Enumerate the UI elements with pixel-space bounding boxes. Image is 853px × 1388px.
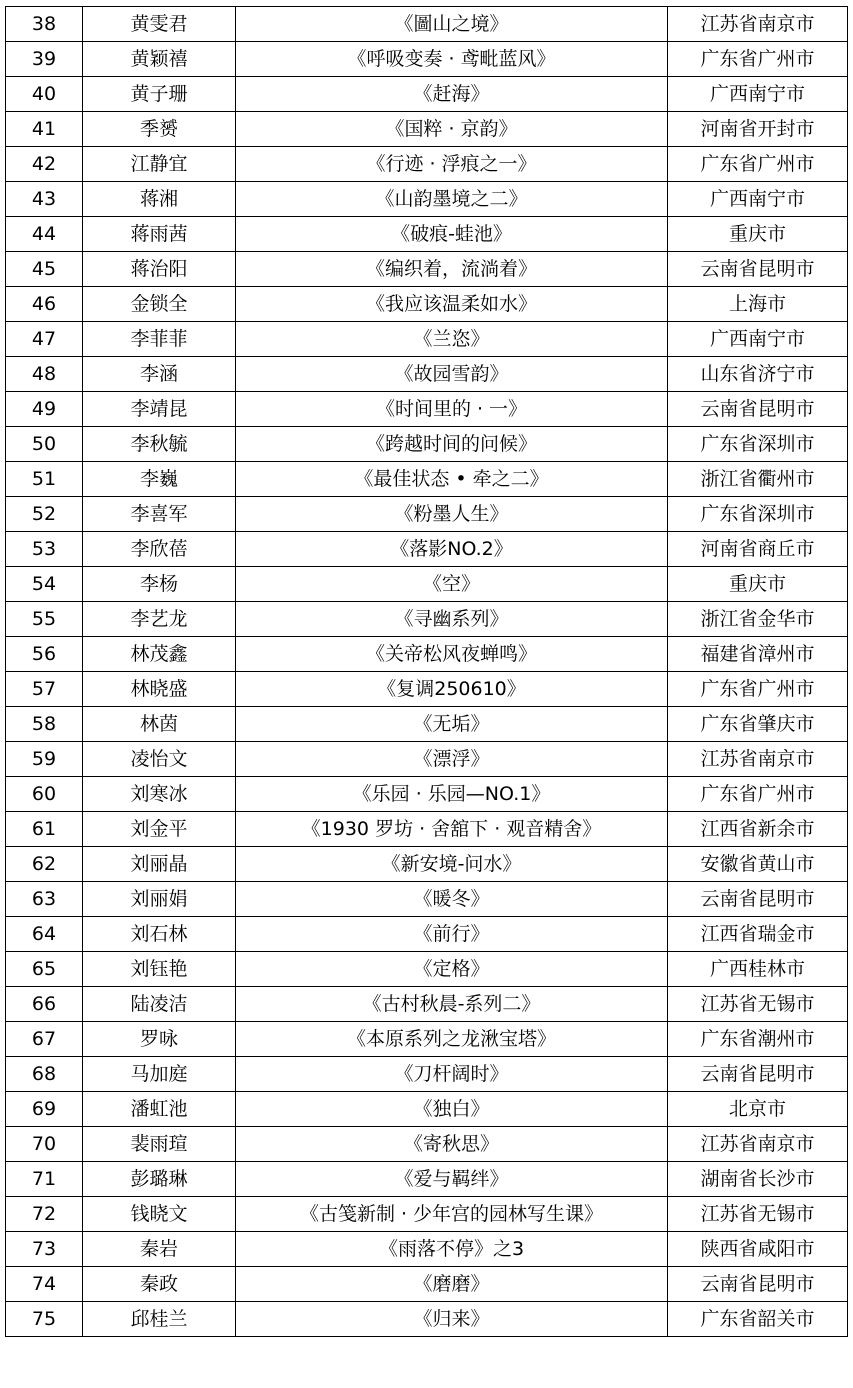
work-title-cell: 《编织着，流淌着》 — [236, 252, 668, 287]
author-name-cell: 季赟 — [83, 112, 236, 147]
table-row — [6, 847, 848, 882]
table-row — [6, 952, 848, 987]
location-cell: 云南省昆明市 — [668, 392, 848, 427]
author-name-cell: 裴雨瑄 — [83, 1127, 236, 1162]
author-name-cell: 刘寒冰 — [83, 777, 236, 812]
table-row — [6, 392, 848, 427]
location-cell: 江西省新余市 — [668, 812, 848, 847]
work-title-cell: 《本原系列之龙湫宝塔》 — [236, 1022, 668, 1057]
author-name-cell: 潘虹池 — [83, 1092, 236, 1127]
row-number-cell: 70 — [6, 1127, 83, 1162]
row-number-cell: 59 — [6, 742, 83, 777]
author-name-cell: 李艺龙 — [83, 602, 236, 637]
table-row — [6, 987, 848, 1022]
row-number-cell: 73 — [6, 1232, 83, 1267]
row-number-cell: 46 — [6, 287, 83, 322]
work-title-cell: 《乐园 · 乐园—NO.1》 — [236, 777, 668, 812]
row-number-cell: 71 — [6, 1162, 83, 1197]
author-name-cell: 林晓盛 — [83, 672, 236, 707]
author-name-cell: 李喜军 — [83, 497, 236, 532]
table-row — [6, 497, 848, 532]
author-name-cell: 钱晓文 — [83, 1197, 236, 1232]
author-name-cell: 秦岩 — [83, 1232, 236, 1267]
location-cell: 云南省昆明市 — [668, 1267, 848, 1302]
work-title-cell: 《最佳状态 • 牵之二》 — [236, 462, 668, 497]
work-title-cell: 《寻幽系列》 — [236, 602, 668, 637]
results-table — [5, 6, 848, 1337]
author-name-cell: 金锁全 — [83, 287, 236, 322]
author-name-cell: 蒋湘 — [83, 182, 236, 217]
table-row — [6, 567, 848, 602]
location-cell: 广东省广州市 — [668, 42, 848, 77]
location-cell: 江西省瑞金市 — [668, 917, 848, 952]
table-row — [6, 707, 848, 742]
work-title-cell: 《行迹 · 浮痕之一》 — [236, 147, 668, 182]
location-cell: 上海市 — [668, 287, 848, 322]
location-cell: 广西桂林市 — [668, 952, 848, 987]
location-cell: 福建省漳州市 — [668, 637, 848, 672]
row-number-cell: 44 — [6, 217, 83, 252]
location-cell: 江苏省南京市 — [668, 7, 848, 42]
table-row — [6, 42, 848, 77]
location-cell: 广西南宁市 — [668, 77, 848, 112]
author-name-cell: 黄雯君 — [83, 7, 236, 42]
author-name-cell: 李菲菲 — [83, 322, 236, 357]
table-row — [6, 742, 848, 777]
location-cell: 广东省深圳市 — [668, 427, 848, 462]
location-cell: 云南省昆明市 — [668, 882, 848, 917]
work-title-cell: 《呼吸变奏 · 鸢毗蓝风》 — [236, 42, 668, 77]
location-cell: 广东省潮州市 — [668, 1022, 848, 1057]
table-body — [6, 7, 848, 1337]
author-name-cell: 林茂鑫 — [83, 637, 236, 672]
author-name-cell: 蒋雨茜 — [83, 217, 236, 252]
work-title-cell: 《圖山之境》 — [236, 7, 668, 42]
work-title-cell: 《刀杆阔时》 — [236, 1057, 668, 1092]
work-title-cell: 《古笺新制 · 少年宫的园林写生课》 — [236, 1197, 668, 1232]
author-name-cell: 彭璐琳 — [83, 1162, 236, 1197]
table-row — [6, 1022, 848, 1057]
table-row — [6, 287, 848, 322]
author-name-cell: 李欣蓓 — [83, 532, 236, 567]
row-number-cell: 43 — [6, 182, 83, 217]
row-number-cell: 60 — [6, 777, 83, 812]
row-number-cell: 47 — [6, 322, 83, 357]
table-row — [6, 182, 848, 217]
location-cell: 河南省开封市 — [668, 112, 848, 147]
table-row — [6, 1232, 848, 1267]
location-cell: 广东省广州市 — [668, 672, 848, 707]
row-number-cell: 55 — [6, 602, 83, 637]
row-number-cell: 40 — [6, 77, 83, 112]
work-title-cell: 《落影NO.2》 — [236, 532, 668, 567]
work-title-cell: 《暖冬》 — [236, 882, 668, 917]
row-number-cell: 72 — [6, 1197, 83, 1232]
table-row — [6, 1092, 848, 1127]
author-name-cell: 黄颖禧 — [83, 42, 236, 77]
table-row — [6, 322, 848, 357]
table-row — [6, 1267, 848, 1302]
row-number-cell: 64 — [6, 917, 83, 952]
table-row — [6, 1162, 848, 1197]
table-row — [6, 1057, 848, 1092]
work-title-cell: 《定格》 — [236, 952, 668, 987]
row-number-cell: 54 — [6, 567, 83, 602]
row-number-cell: 48 — [6, 357, 83, 392]
location-cell: 重庆市 — [668, 217, 848, 252]
location-cell: 云南省昆明市 — [668, 1057, 848, 1092]
location-cell: 广西南宁市 — [668, 182, 848, 217]
table-row — [6, 812, 848, 847]
location-cell: 湖南省长沙市 — [668, 1162, 848, 1197]
table-row — [6, 1127, 848, 1162]
author-name-cell: 秦政 — [83, 1267, 236, 1302]
row-number-cell: 41 — [6, 112, 83, 147]
location-cell: 浙江省金华市 — [668, 602, 848, 637]
row-number-cell: 65 — [6, 952, 83, 987]
work-title-cell: 《破痕-蛙池》 — [236, 217, 668, 252]
work-title-cell: 《雨落不停》之3 — [236, 1232, 668, 1267]
location-cell: 广东省深圳市 — [668, 497, 848, 532]
table-row — [6, 1302, 848, 1337]
location-cell: 山东省济宁市 — [668, 357, 848, 392]
author-name-cell: 邱桂兰 — [83, 1302, 236, 1337]
work-title-cell: 《寄秋思》 — [236, 1127, 668, 1162]
author-name-cell: 刘石林 — [83, 917, 236, 952]
author-name-cell: 李靖昆 — [83, 392, 236, 427]
work-title-cell: 《时间里的 · 一》 — [236, 392, 668, 427]
author-name-cell: 李秋毓 — [83, 427, 236, 462]
work-title-cell: 《复调250610》 — [236, 672, 668, 707]
location-cell: 重庆市 — [668, 567, 848, 602]
author-name-cell: 刘丽娟 — [83, 882, 236, 917]
author-name-cell: 刘金平 — [83, 812, 236, 847]
work-title-cell: 《归来》 — [236, 1302, 668, 1337]
work-title-cell: 《我应该温柔如水》 — [236, 287, 668, 322]
author-name-cell: 刘钰艳 — [83, 952, 236, 987]
work-title-cell: 《跨越时间的问候》 — [236, 427, 668, 462]
location-cell: 广东省广州市 — [668, 777, 848, 812]
row-number-cell: 75 — [6, 1302, 83, 1337]
location-cell: 浙江省衢州市 — [668, 462, 848, 497]
row-number-cell: 50 — [6, 427, 83, 462]
author-name-cell: 蒋治阳 — [83, 252, 236, 287]
location-cell: 安徽省黄山市 — [668, 847, 848, 882]
table-row — [6, 532, 848, 567]
author-name-cell: 江静宜 — [83, 147, 236, 182]
row-number-cell: 61 — [6, 812, 83, 847]
location-cell: 陕西省咸阳市 — [668, 1232, 848, 1267]
table-row — [6, 7, 848, 42]
work-title-cell: 《新安境-问水》 — [236, 847, 668, 882]
table-row — [6, 252, 848, 287]
table-row — [6, 357, 848, 392]
table-row — [6, 77, 848, 112]
work-title-cell: 《1930 罗坊 · 舍舘下 · 观音精舍》 — [236, 812, 668, 847]
row-number-cell: 57 — [6, 672, 83, 707]
row-number-cell: 38 — [6, 7, 83, 42]
row-number-cell: 68 — [6, 1057, 83, 1092]
row-number-cell: 45 — [6, 252, 83, 287]
work-title-cell: 《独白》 — [236, 1092, 668, 1127]
author-name-cell: 李涵 — [83, 357, 236, 392]
row-number-cell: 39 — [6, 42, 83, 77]
work-title-cell: 《赶海》 — [236, 77, 668, 112]
table-row — [6, 1197, 848, 1232]
location-cell: 北京市 — [668, 1092, 848, 1127]
work-title-cell: 《兰恣》 — [236, 322, 668, 357]
row-number-cell: 62 — [6, 847, 83, 882]
row-number-cell: 58 — [6, 707, 83, 742]
work-title-cell: 《磨磨》 — [236, 1267, 668, 1302]
location-cell: 广东省肇庆市 — [668, 707, 848, 742]
table-row — [6, 462, 848, 497]
row-number-cell: 49 — [6, 392, 83, 427]
work-title-cell: 《国粹 · 京韵》 — [236, 112, 668, 147]
table-row — [6, 427, 848, 462]
location-cell: 广东省韶关市 — [668, 1302, 848, 1337]
location-cell: 江苏省无锡市 — [668, 1197, 848, 1232]
work-title-cell: 《关帝松风夜蝉鸣》 — [236, 637, 668, 672]
work-title-cell: 《古村秋晨-系列二》 — [236, 987, 668, 1022]
work-title-cell: 《空》 — [236, 567, 668, 602]
table-row — [6, 917, 848, 952]
table-row — [6, 147, 848, 182]
location-cell: 江苏省南京市 — [668, 1127, 848, 1162]
table-row — [6, 602, 848, 637]
author-name-cell: 李杨 — [83, 567, 236, 602]
author-name-cell: 林茵 — [83, 707, 236, 742]
table-row — [6, 217, 848, 252]
author-name-cell: 凌怡文 — [83, 742, 236, 777]
author-name-cell: 李巍 — [83, 462, 236, 497]
work-title-cell: 《爱与羁绊》 — [236, 1162, 668, 1197]
work-title-cell: 《无垢》 — [236, 707, 668, 742]
work-title-cell: 《前行》 — [236, 917, 668, 952]
work-title-cell: 《漂浮》 — [236, 742, 668, 777]
author-name-cell: 黄子珊 — [83, 77, 236, 112]
location-cell: 广东省广州市 — [668, 147, 848, 182]
author-name-cell: 马加庭 — [83, 1057, 236, 1092]
work-title-cell: 《山韵墨境之二》 — [236, 182, 668, 217]
location-cell: 江苏省无锡市 — [668, 987, 848, 1022]
work-title-cell: 《故园雪韵》 — [236, 357, 668, 392]
row-number-cell: 69 — [6, 1092, 83, 1127]
row-number-cell: 74 — [6, 1267, 83, 1302]
row-number-cell: 56 — [6, 637, 83, 672]
table-row — [6, 882, 848, 917]
location-cell: 云南省昆明市 — [668, 252, 848, 287]
table-row — [6, 777, 848, 812]
author-name-cell: 罗咏 — [83, 1022, 236, 1057]
table-row — [6, 672, 848, 707]
location-cell: 江苏省南京市 — [668, 742, 848, 777]
location-cell: 河南省商丘市 — [668, 532, 848, 567]
author-name-cell: 陆凌洁 — [83, 987, 236, 1022]
row-number-cell: 53 — [6, 532, 83, 567]
location-cell: 广西南宁市 — [668, 322, 848, 357]
row-number-cell: 51 — [6, 462, 83, 497]
table-row — [6, 112, 848, 147]
row-number-cell: 42 — [6, 147, 83, 182]
row-number-cell: 63 — [6, 882, 83, 917]
row-number-cell: 52 — [6, 497, 83, 532]
table-row — [6, 637, 848, 672]
author-name-cell: 刘丽晶 — [83, 847, 236, 882]
row-number-cell: 66 — [6, 987, 83, 1022]
work-title-cell: 《粉墨人生》 — [236, 497, 668, 532]
row-number-cell: 67 — [6, 1022, 83, 1057]
